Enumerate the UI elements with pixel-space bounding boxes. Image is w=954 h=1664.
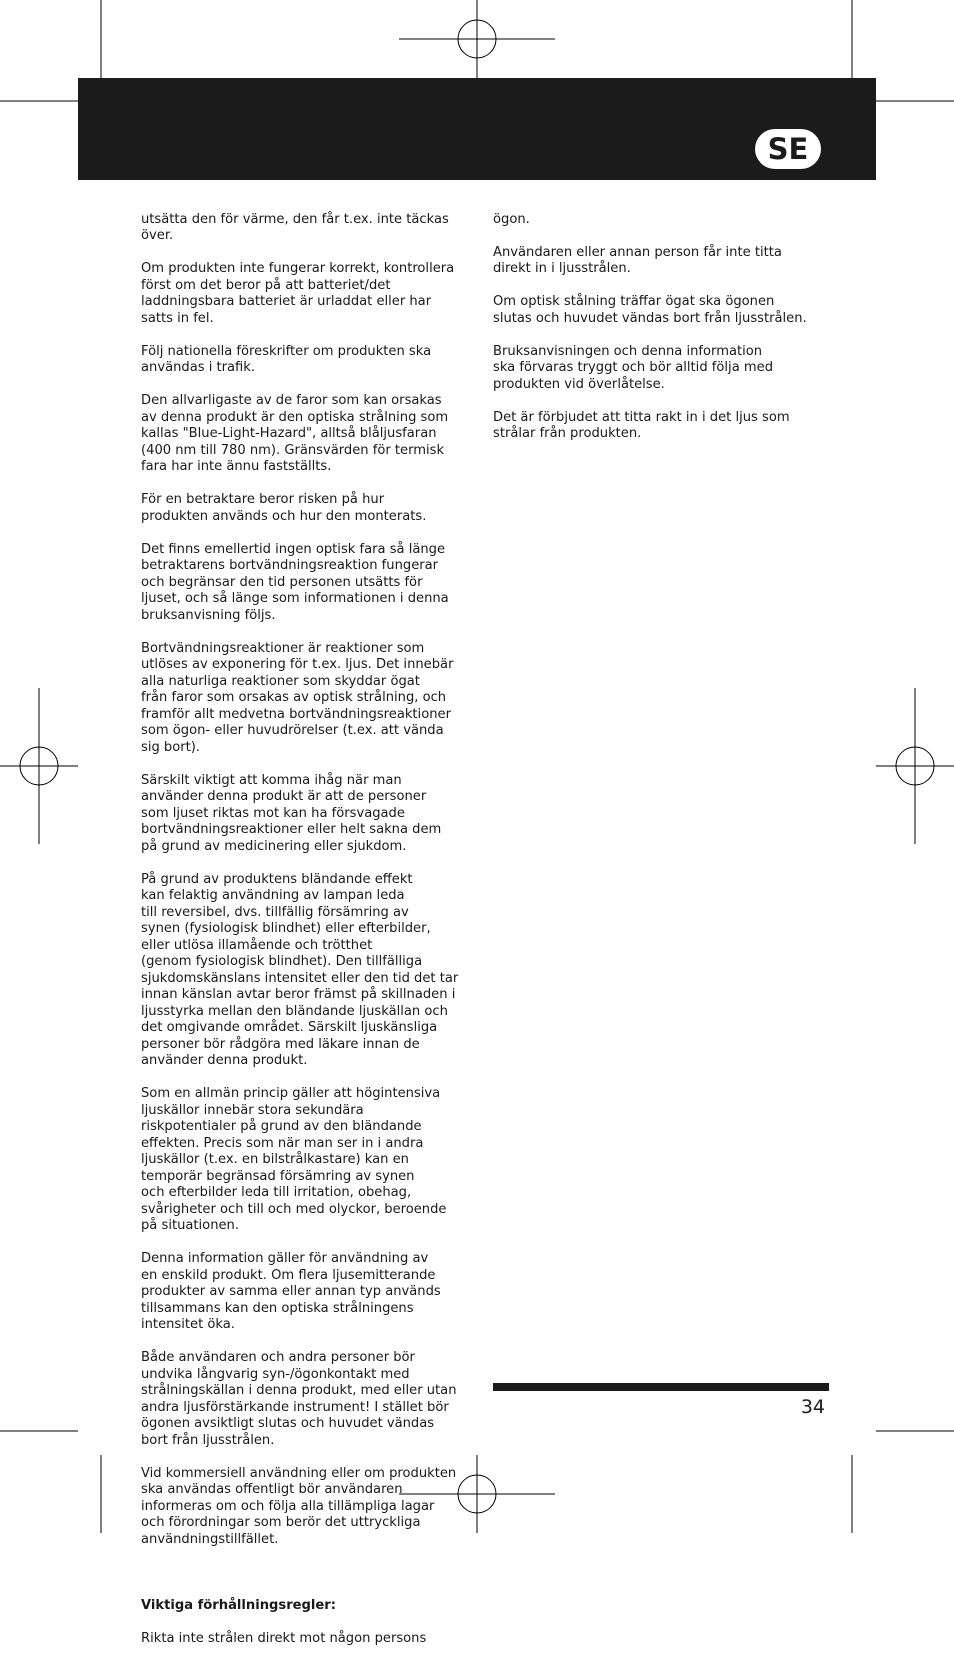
paragraph: Denna information gäller för användning av en enskild produkt. Om flera ljusemitterande produkter av samma eller annan typ används tillsammans kan den optiska strålningens intensitet öka. xyxy=(141,1251,441,1332)
paragraph: För en betraktare beror risken på hur produkten används och hur den monterats. xyxy=(141,492,427,524)
right-column xyxy=(493,195,833,459)
paragraph: utsätta den för värme, den får t.ex. inte täckas över. xyxy=(141,211,449,243)
paragraph: ögon. xyxy=(493,211,530,227)
paragraph: Rikta inte strålen direkt mot någon persons xyxy=(141,1630,427,1646)
footer-bar xyxy=(493,1383,829,1391)
paragraph: Bruksanvisningen och denna information ska förvaras tryggt och bör alltid följa med produkten vid överlåtelse. xyxy=(493,343,774,392)
paragraph: Det är förbjudet att titta rakt in i det ljus som strålar från produkten. xyxy=(493,409,790,441)
left-column xyxy=(141,195,483,1664)
paragraph: Särskilt viktigt att komma ihåg när man använder denna produkt är att de personer som ljuset riktas mot kan ha försvagade bortvändningsreaktioner eller helt sakna dem på grund av medicinering eller sjukdom. xyxy=(141,772,442,854)
paragraph: Bortvändningsreaktioner är reaktioner som utlöses av exponering för t.ex. ljus. Det innebär alla naturliga reaktioner som skyddar ögat från faror som orsakas av optisk strålning, och framför allt medvetna bortvändningsreaktioner som ögon- eller huvudrörelser (t.ex. att vända sig bort). xyxy=(141,640,454,755)
language-badge: SE xyxy=(755,129,821,169)
paragraph: Användaren eller annan person får inte titta direkt in i ljusstrålen. xyxy=(493,244,782,276)
paragraph: Vid kommersiell användning eller om produkten ska användas offentligt bör användaren informeras om och följa alla tillämpliga lagar och förordningar som berör det uttryckliga användningstillfället. xyxy=(141,1465,457,1547)
paragraph: På grund av produktens bländande effekt kan felaktig användning av lampan leda till reversibel, dvs. tillfällig försämring av synen (fysiologisk blindhet) eller efterbilder, eller utlösa illamående och trötthet (genom fysiologisk blindhet). Den tillfälliga sjukdomskänslans intensitet eller den tid det tar innan känslan avtar beror främst på skillnaden i ljusstyrka mellan den bländande ljuskällan och det omgivande området. Särskilt ljuskänsliga personer bör rådgöra med läkare innan de använder denna produkt. xyxy=(141,871,459,1068)
paragraph: Det finns emellertid ingen optisk fara så länge betraktarens bortvändningsreaktion fungerar och begränsar den tid personen utsätts för ljuset, och så länge som informationen i denna bruksanvisning följs. xyxy=(141,541,449,623)
page-number: 34 xyxy=(800,1396,825,1418)
paragraph: Som en allmän princip gäller att högintensiva ljuskällor innebär stora sekundära riskpotentialer på grund av den bländande effekten. Precis som när man ser in i andra ljuskällor (t.ex. en bilstrålkastare) kan en temporär begränsad försämring av synen och efterbilder leda till irritation, obehag, svårigheter och till och med olyckor, beroende på situationen. xyxy=(141,1086,447,1233)
paragraph: Både användaren och andra personer bör undvika långvarig syn-/ögonkontakt med strålningskällan i denna produkt, med eller utan andra ljusförstärkande instrument! I stället bör ögonen avsiktligt slutas och huvudet vändas bort från ljusstrålen. xyxy=(141,1350,457,1448)
paragraph: Följ nationella föreskrifter om produkten ska användas i trafik. xyxy=(141,343,432,375)
header-bar xyxy=(78,78,876,180)
paragraph: Den allvarligaste av de faror som kan orsakas av denna produkt är den optiska strålning som kallas "Blue-Light-Hazard", alltså blåljusfaran (400 nm till 780 nm). Gränsvärden för termisk fara har inte ännu fastställts. xyxy=(141,393,449,474)
spacer xyxy=(141,1565,483,1582)
section-heading: Viktiga förhållningsregler: xyxy=(141,1597,336,1613)
paragraph: Om optisk stålning träffar ögat ska ögonen slutas och huvudet vändas bort från ljusstrålen. xyxy=(493,294,807,326)
paragraph: Om produkten inte fungerar korrekt, kontrollera först om det beror på att batteriet/det laddningsbara batteriet är urladdat eller har satts in fel. xyxy=(141,261,455,326)
